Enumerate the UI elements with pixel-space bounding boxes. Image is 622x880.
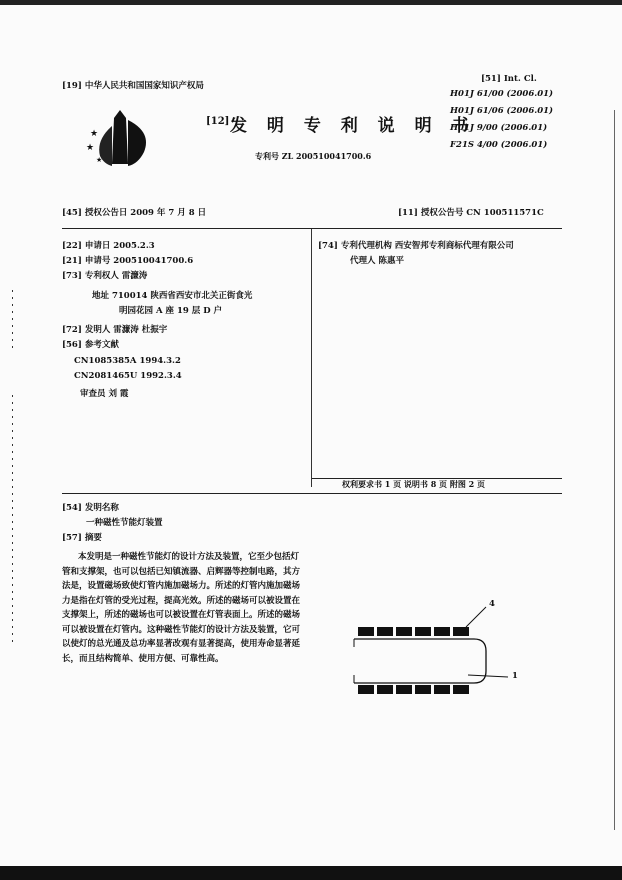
svg-text:★: ★ (90, 129, 99, 139)
abstract-text: 本发明是一种磁性节能灯的设计方法及装置，它至少包括灯管和支撑架，也可以包括已知镇流器、启辉器等控制电路，其方法是，设置磁场致使灯管内施加磁场力。所述的灯管内施加磁场力是指在灯管的受光过程，提高光效。所述的磁场可以被设置在支撑架上，所述的磁场也可以被设置在灯管表面上。所述的磁场可以被设置在灯管内。这种磁性节能灯的设计方法及装置，它可以使灯的总光通及总功率显著改观有显著提高，使用寿命显著延长，而且结构简单、使用方便、可靠性高。 (62, 552, 301, 664)
agent: 代理人 陈惠平 (350, 256, 404, 266)
page-counts: 权利要求书 1 页 说明书 8 页 附图 2 页 (342, 479, 485, 489)
column-divider (311, 229, 312, 487)
divider (62, 228, 562, 229)
invention-title: 一种磁性节能灯装置 (86, 518, 163, 528)
int-cl-item: F21S 4/00 (2006.01) (450, 140, 548, 150)
application-number: [21] 申请号 200510041700.6 (62, 256, 194, 266)
scan-bottom-edge (0, 866, 622, 880)
address-line: 明园花园 A 座 19 层 D 户 (119, 306, 223, 316)
issuing-office: [19] 中华人民共和国国家知识产权局 (62, 81, 204, 91)
title-label: [54] 发明名称 (62, 503, 119, 513)
reference-item: CN1085385A 1994.3.2 (74, 356, 181, 366)
inventors: [72] 发明人 雷濂涛 杜振宇 (62, 325, 168, 335)
doc-type-code: [12] (206, 116, 230, 127)
agency: [74] 专利代理机构 西安智邦专利商标代理有限公司 (318, 241, 514, 251)
int-cl-item: H01J 61/00 (2006.01) (450, 89, 554, 99)
references-label: [56] 参考文献 (62, 340, 119, 350)
abstract-label: [57] 摘要 (62, 533, 102, 543)
int-cl-item: H01J 61/06 (2006.01) (450, 106, 554, 116)
application-date: [22] 申请日 2005.2.3 (62, 241, 155, 251)
margin-dots (12, 290, 13, 350)
grant-date: [45] 授权公告日 2009 年 7 月 8 日 (62, 208, 207, 218)
address-line: 地址 710014 陕西省西安市北关正街食光 (92, 291, 253, 301)
scan-right-edge (614, 110, 615, 830)
reference-item: CN2081465U 1992.3.4 (74, 371, 182, 381)
svg-text:★: ★ (96, 156, 103, 164)
sipo-logo-icon (86, 106, 156, 174)
figure-callout-1: 1 (512, 671, 518, 681)
examiner: 审查员 刘 霞 (80, 389, 129, 399)
scan-top-edge (0, 0, 622, 5)
svg-text:★: ★ (86, 143, 95, 153)
figure-callout-4: 4 (489, 599, 495, 609)
lamp-drawing (340, 595, 530, 705)
int-cl-item: H01J 9/00 (2006.01) (450, 123, 548, 133)
divider (62, 493, 562, 494)
doc-type-title: 发 明 专 利 说 明 书 (230, 116, 476, 136)
int-cl-label: [51] Int. Cl. (481, 74, 537, 84)
patent-number: 专利号 ZL 200510041700.6 (255, 151, 372, 161)
margin-dots (12, 395, 13, 645)
patentee: [73] 专利权人 雷濂涛 (62, 271, 148, 281)
grant-number: [11] 授权公告号 CN 100511571C (398, 208, 544, 218)
